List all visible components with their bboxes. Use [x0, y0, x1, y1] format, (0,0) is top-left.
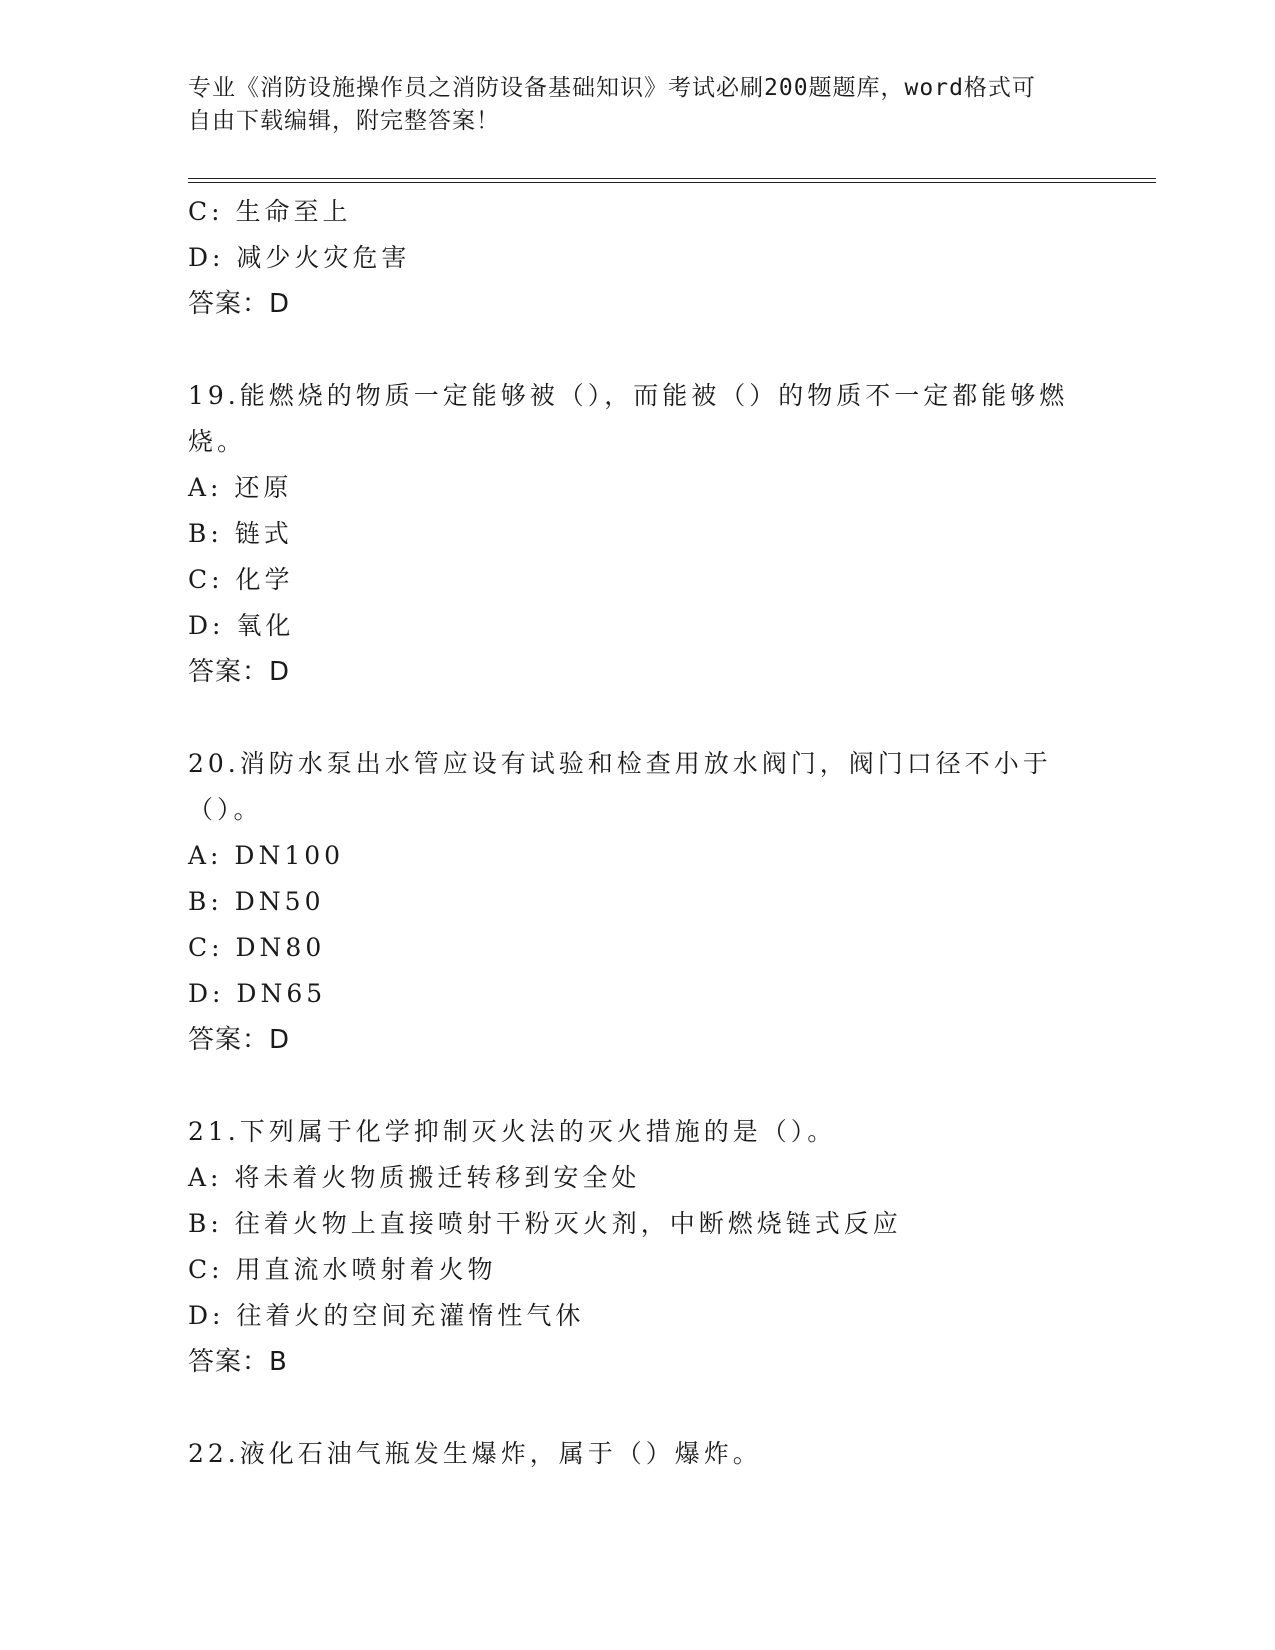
question-list: [188, 189, 1088, 1477]
option-c: C: 用直流水喷射着火物: [188, 1255, 497, 1284]
answer: 答案：D: [188, 289, 291, 319]
page-header: [188, 72, 1088, 138]
header-divider: [188, 178, 1156, 183]
header-title-line-2: 自由下载编辑，附完整答案！: [188, 108, 500, 134]
option-d: D: 氧化: [188, 611, 295, 640]
option-c: C: 化学: [188, 565, 294, 594]
question-stem: 19.能燃烧的物质一定能够被（），而能被（）的物质不一定都能够燃烧。: [188, 381, 1069, 456]
question-20: [188, 741, 1088, 1063]
question-22: [188, 1431, 1088, 1477]
option-d: D: 往着火的空间充灌惰性气休: [188, 1301, 585, 1330]
option-a: A: DN100: [188, 841, 345, 870]
question-21: [188, 1109, 1088, 1385]
option-c: C: 生命至上: [188, 197, 352, 226]
option-c: C: DN80: [188, 933, 326, 962]
header-title-line-1: 专业《消防设施操作员之消防设备基础知识》考试必刷200题题库，word格式可: [188, 75, 1036, 101]
question-stem: 21.下列属于化学抑制灭火法的灭火措施的是（）。: [188, 1117, 837, 1146]
answer: 答案：D: [188, 1025, 291, 1055]
partial-question: [188, 189, 1088, 327]
answer: 答案：D: [188, 657, 291, 687]
option-b: B: DN50: [188, 887, 325, 916]
option-d: D: 减少火灾危害: [188, 243, 411, 272]
answer: 答案：B: [188, 1347, 288, 1377]
option-b: B: 链式: [188, 519, 293, 548]
question-stem: 20.消防水泵出水管应设有试验和检查用放水阀门，阀门口径不小于（）。: [188, 749, 1052, 824]
option-b: B: 往着火物上直接喷射干粉灭火剂，中断燃烧链式反应: [188, 1209, 902, 1238]
question-stem: 22.液化石油气瓶发生爆炸，属于（）爆炸。: [188, 1439, 762, 1468]
option-d: D: DN65: [188, 979, 327, 1008]
option-a: A: 还原: [188, 473, 293, 502]
question-19: [188, 373, 1088, 695]
option-a: A: 将未着火物质搬迁转移到安全处: [188, 1163, 641, 1192]
